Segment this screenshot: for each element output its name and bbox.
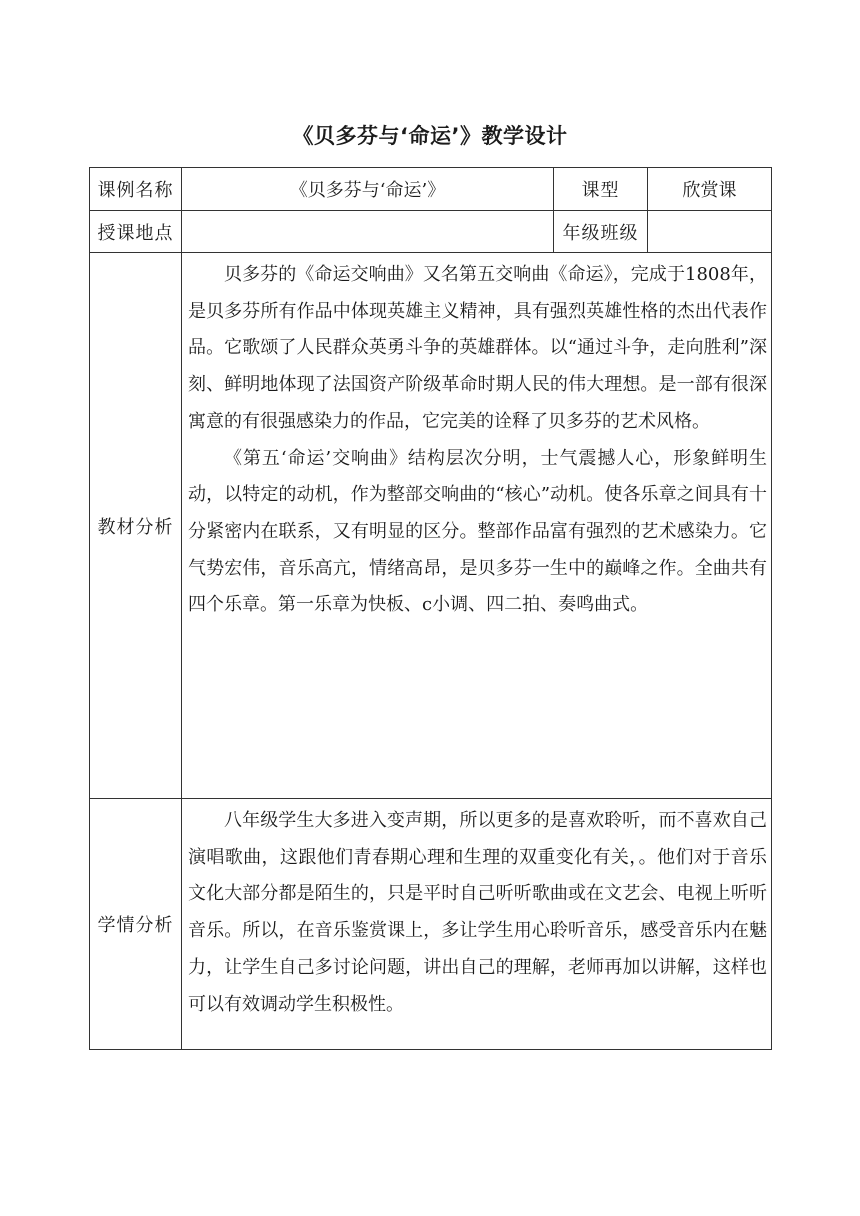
material-paragraph-2: 《第五‘命运’交响曲》结构层次分明，士气震撼人心，形象鲜明生动，以特定的动机，作为整部交响曲的“核心”动机。使各乐章之间具有十分紧密内在联系，又有明显的区分。整部作品富有强烈的艺术感染力。它气势宏伟，音乐高亢，情绪高昂，是贝多芬一生中的巅峰之作。全曲共有四个乐章。第一乐章为快板、c小调、四二拍、奏鸣曲式。	[188, 447, 767, 616]
course-name-value: 《贝多芬与‘命运’》	[182, 168, 554, 211]
location-value	[182, 211, 554, 253]
page-title: 《贝多芬与‘命运’》教学设计	[292, 124, 568, 148]
material-analysis-label: 教材分析	[90, 253, 182, 799]
student-analysis-row	[90, 799, 772, 1050]
student-analysis-content	[182, 799, 772, 1050]
course-name-row	[90, 168, 772, 211]
student-paragraph-1: 八年级学生大多进入变声期，所以更多的是喜欢聆听，而不喜欢自己演唱歌曲，这跟他们青春期心理和生理的双重变化有关，。他们对于音乐文化大部分都是陌生的，只是平时自己听听歌曲或在文艺会、电视上听听音乐。所以，在音乐鉴赏课上，多让学生用心聆听音乐，感受音乐内在魅力，让学生自己多讨论问题，讲出自己的理解，老师再加以讲解，这样也可以有效调动学生积极性。	[188, 810, 767, 1015]
course-type-label: 课型	[554, 168, 648, 211]
course-type-value: 欣赏课	[648, 168, 772, 211]
material-analysis-content	[182, 253, 772, 799]
location-label: 授课地点	[90, 211, 182, 253]
material-analysis-row	[90, 253, 772, 799]
course-name-label: 课例名称	[90, 168, 182, 211]
student-analysis-label: 学情分析	[90, 799, 182, 1050]
location-row	[90, 211, 772, 253]
grade-class-value	[648, 211, 772, 253]
lesson-plan-table	[89, 167, 772, 1050]
grade-class-label: 年级班级	[554, 211, 648, 253]
material-paragraph-1: 贝多芬的《命运交响曲》又名第五交响曲《命运》，完成于1808年，是贝多芬所有作品中体现英雄主义精神，具有强烈英雄性格的杰出代表作品。它歌颂了人民群众英勇斗争的英雄群体。以“通过斗争，走向胜利”深刻、鲜明地体现了法国资产阶级革命时期人民的伟大理想。是一部有很深寓意的有很强感染力的作品，它完美的诠释了贝多芬的艺术风格。	[188, 264, 767, 432]
